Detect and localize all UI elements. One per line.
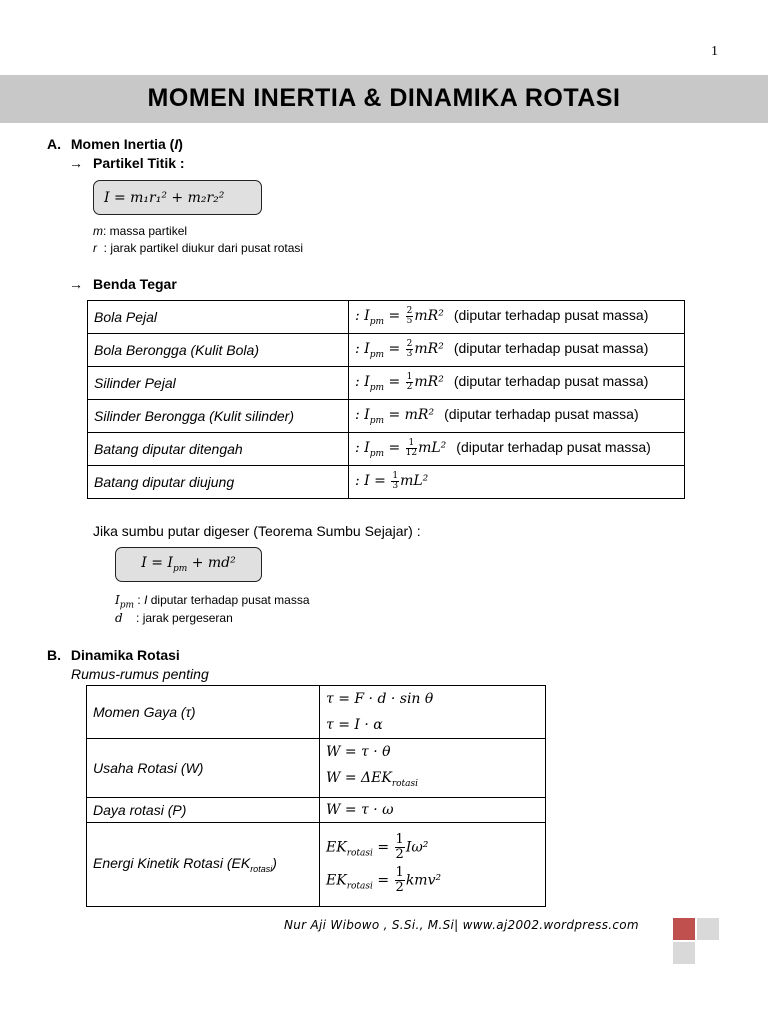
benda-table xyxy=(87,300,685,499)
row-formula: : $I_{pm}$ = $\frac{1}{2}$ mR² (diputar terhadap pusat massa) xyxy=(349,367,685,400)
section-b-marker: B. xyxy=(47,647,61,663)
table-row xyxy=(88,301,685,334)
row-formula: : $I_{pm}$ = $\frac{2}{5}$ mR² (diputar terhadap pusat massa) xyxy=(349,301,685,334)
partikel-legend-m xyxy=(93,224,187,238)
row-name: Bola Berongga (Kulit Bola) xyxy=(88,334,349,367)
partikel-label: Partikel Titik : xyxy=(93,155,185,171)
table-row xyxy=(88,433,685,466)
row-name: Silinder Berongga (Kulit silinder) xyxy=(88,400,349,433)
table-row xyxy=(88,466,685,499)
footer-square-grey xyxy=(697,918,719,940)
row-formula: W = τ · θ $W = \Delta EK_{rotasi}$ xyxy=(320,739,546,798)
row-formula: : $I_{pm}$ = $\frac{2}{3}$ mR² (diputar terhadap pusat massa) xyxy=(349,334,685,367)
sejajar-formula: $I = I_{pm} + md^2$ xyxy=(141,555,236,574)
row-name: Bola Pejal xyxy=(88,301,349,334)
table-row xyxy=(87,739,546,798)
dinamika-table xyxy=(86,685,546,907)
page-title: MOMEN INERTIA & DINAMIKA ROTASI xyxy=(147,84,621,112)
row-formula: : $I_{pm} = mR^2$ (diputar terhadap pusat massa) xyxy=(349,400,685,433)
sejajar-legend-d: d : jarak pergeseran xyxy=(115,611,233,625)
row-name: Batang diputar ditengah xyxy=(88,433,349,466)
row-formula: : I = $\frac{1}{3}$ mL² xyxy=(349,466,685,499)
table-row xyxy=(87,797,546,822)
row-name: Usaha Rotasi (W) xyxy=(87,739,320,798)
section-a-title: Momen Inertia ( xyxy=(70,136,175,152)
section-b-subheading: Rumus-rumus penting xyxy=(71,666,209,682)
row-formula: W = τ · ω xyxy=(320,797,546,822)
row-name: Daya rotasi (P) xyxy=(87,797,320,822)
partikel-formula-box xyxy=(93,180,262,215)
table-row xyxy=(88,400,685,433)
page-number: 1 xyxy=(711,44,718,59)
table-row xyxy=(88,367,685,400)
row-name: Momen Gaya (τ) xyxy=(87,686,320,739)
legend-symbol: m xyxy=(93,224,103,238)
sejajar-text: Jika sumbu putar digeser (Teorema Sumbu Sejajar) : xyxy=(93,523,421,539)
row-name: Energi Kinetik Rotasi $(EK_{rotasi})$ xyxy=(87,822,320,906)
sejajar-formula-box xyxy=(115,547,262,582)
arrow-icon: → xyxy=(69,155,83,171)
benda-label: Benda Tegar xyxy=(93,276,177,292)
section-b-title: Dinamika Rotasi xyxy=(70,647,180,663)
table-row xyxy=(87,686,546,739)
partikel-formula: I = m₁r₁² + m₂r₂² xyxy=(104,189,225,206)
legend-text: : jarak partikel diukur dari pusat rotasi xyxy=(97,241,304,255)
sejajar-legend-ipm: $I_{pm}$ : I diputar terhadap pusat massa xyxy=(115,593,310,611)
legend-symbol: r xyxy=(93,241,97,255)
arrow-icon: → xyxy=(69,276,83,292)
section-a-close: ) xyxy=(178,136,183,152)
footer-square-grey-lower xyxy=(673,942,695,964)
section-a-marker: A. xyxy=(47,136,61,152)
row-formula: $EK_{rotasi}$ = $\frac{1}{2}$ Iω² $EK_{rotasi}$ = $\frac{1}{2}$ kmv² xyxy=(320,822,546,906)
section-a-symbol: I xyxy=(174,136,179,152)
legend-text: : massa partikel xyxy=(103,224,188,238)
table-row xyxy=(88,334,685,367)
section-b-heading xyxy=(47,647,180,663)
footer-square-red xyxy=(673,918,695,940)
row-name: Silinder Pejal xyxy=(88,367,349,400)
row-formula: τ = F · d · sin θ τ = I · α xyxy=(320,686,546,739)
row-formula: : $I_{pm}$ = $\frac{1}{12}$ mL² (diputar terhadap pusat massa) xyxy=(349,433,685,466)
footer-credit: Nur Aji Wibowo , S.Si., M.Si| www.aj2002.wordpress.com xyxy=(284,918,639,932)
partikel-legend-r xyxy=(93,241,303,255)
section-a-heading xyxy=(47,136,183,152)
table-row xyxy=(87,822,546,906)
row-name: Batang diputar diujung xyxy=(88,466,349,499)
